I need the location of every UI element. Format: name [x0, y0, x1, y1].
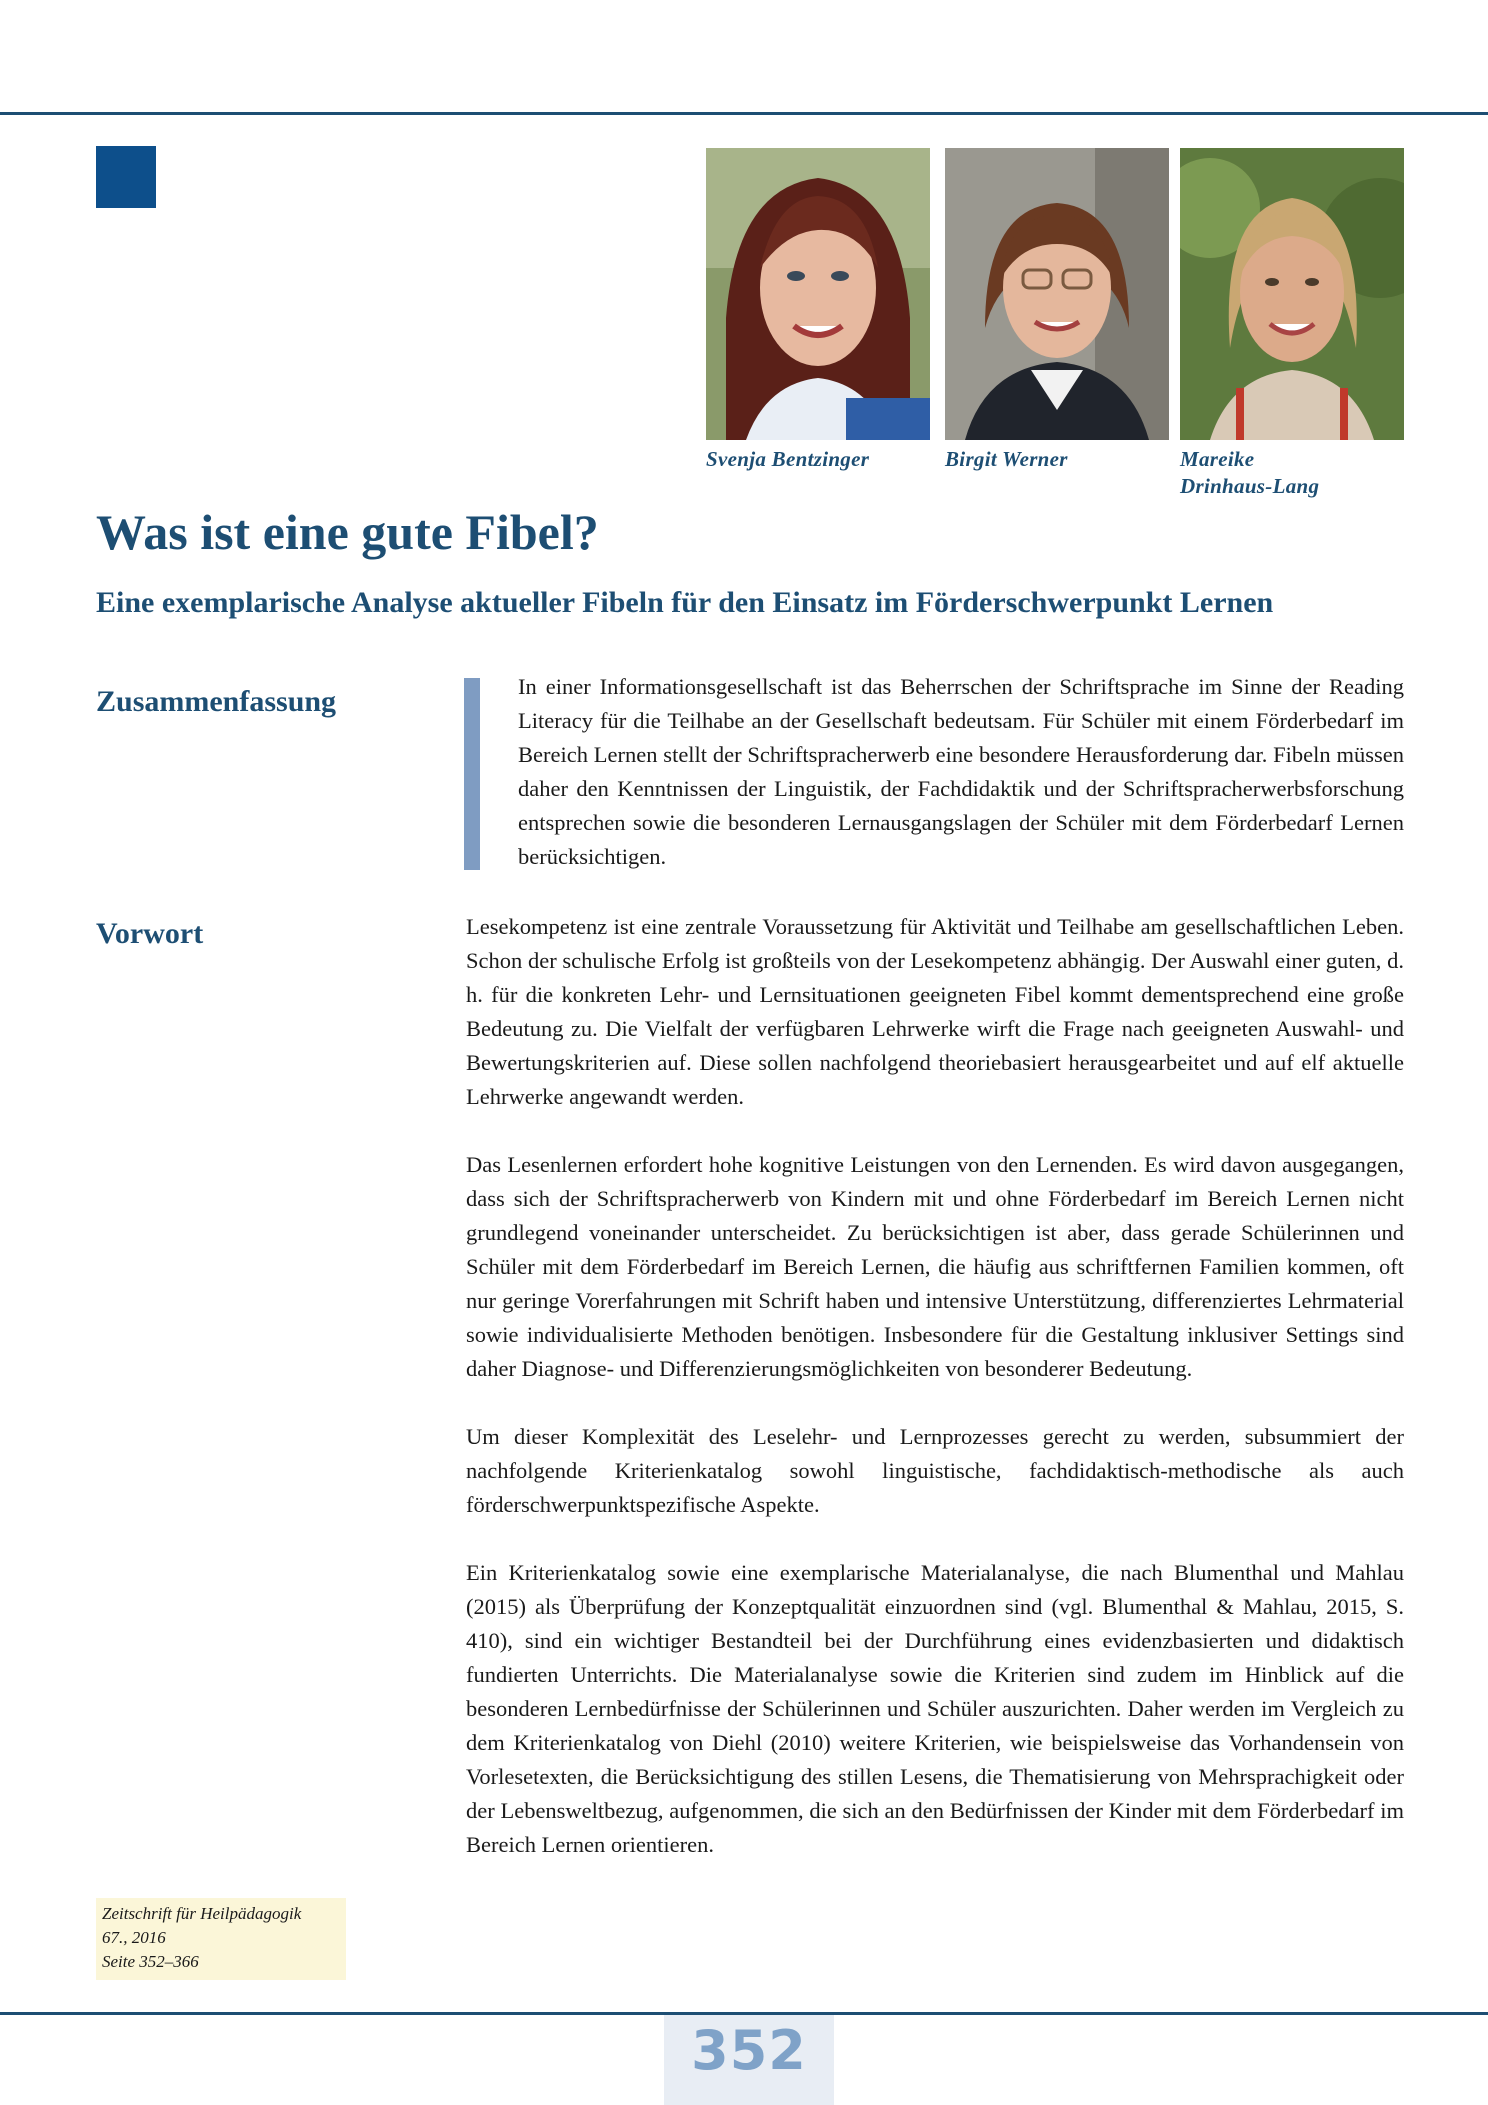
- article-title: Was ist eine gute Fibel?: [96, 504, 599, 560]
- page-number: 352: [691, 2019, 807, 2082]
- author-name-line: Mareike: [1180, 447, 1255, 471]
- abstract-accent-bar: [464, 678, 480, 870]
- abstract-text: In einer Informationsgesellschaft ist das Beherrschen der Schriftsprache im Sinne der Reading Literacy für die Teilhabe an der Gesellschaft bedeutsam. Für Schüler mit einem Förderbedarf im Bereich Lernen stellt der Schriftspracherwerb eine besondere Herausforderung dar. Fibeln müssen daher den Kenntnissen der Linguistik, der Fachdidaktik und der Schriftspracherwerbsforschung entsprechen sowie die besonderen Lernausgangslagen der Schüler mit dem Förderbedarf Lernen berücksichtigen.: [518, 674, 1404, 869]
- abstract-heading: Zusammenfassung: [96, 685, 337, 718]
- author-name-werner: Birgit Werner: [945, 447, 1068, 471]
- author-name-bentzinger: Svenja Bentzinger: [706, 447, 870, 471]
- article-subtitle: Eine exemplarische Analyse aktueller Fibeln für den Einsatz im Förderschwerpunkt Lernen: [96, 586, 1274, 619]
- foreword-body: [466, 910, 1404, 1896]
- top-rule: [0, 112, 1488, 115]
- author-photo-drinhaus-lang: [1180, 148, 1404, 440]
- body-paragraph: Das Lesenlernen erfordert hohe kognitive Leistungen von den Lernenden. Es wird davon ausgegangen, dass sich der Schriftspracherwerb von Kindern mit und ohne Förderbedarf im Bereich Lernen nicht grundlegend voneinander unterscheidet. Zu berücksichtigen ist aber, dass gerade Schülerinnen und Schüler mit dem Förderbedarf im Bereich Lernen, die häufig aus schriftfernen Familien kommen, oft nur geringe Vorerfahrungen mit Schrift haben und intensive Unterstützung, differenziertes Lehrmaterial sowie individualisierte Methoden benötigen. Insbesondere für die Gestaltung inklusiver Settings sind daher Diagnose- und Differenzierungsmöglichkeiten von besonderer Bedeutung.: [466, 1152, 1404, 1381]
- author-name-drinhaus-lang: [1180, 446, 1420, 500]
- author-photo-werner: [945, 148, 1169, 440]
- body-paragraph: Lesekompetenz ist eine zentrale Voraussetzung für Aktivität und Teilhabe am gesellschaftlichen Leben. Schon der schulische Erfolg ist großteils von der Lesekompetenz abhängig. Der Auswahl einer guten, d. h. für die konkreten Lehr- und Lernsituationen geeigneten Fibel kommt dementsprechend eine große Bedeutung zu. Die Vielfalt der verfügbaren Lehrwerke wirft die Frage nach geeigneten Auswahl- und Bewertungskriterien auf. Diese sollen nachfolgend theoriebasiert herausgearbeitet und auf elf aktuelle Lehrwerke angewandt werden.: [466, 914, 1404, 1109]
- foreword-heading: Vorwort: [96, 917, 204, 950]
- journal-citation-box: [96, 1898, 346, 1980]
- journal-pages: Seite 352–366: [102, 1952, 199, 1971]
- journal-name: Zeitschrift für Heilpädagogik: [102, 1904, 302, 1923]
- author-photo-bentzinger: [706, 148, 930, 440]
- body-paragraph: Ein Kriterienkatalog sowie eine exemplarische Materialanalyse, die nach Blumenthal und Mahlau (2015) als Überprüfung der Konzeptqualität einzuordnen sind (vgl. Blumenthal & Mahlau, 2015, S. 410), sind ein wichtiger Bestandteil bei der Durchführung eines evidenzbasierten und didaktisch fundierten Unterrichts. Die Materialanalyse sowie die Kriterien sind zudem im Hinblick auf die besonderen Lernbedürfnisse der Schülerinnen und Schüler auszurichten. Daher werden im Vergleich zu dem Kriterienkatalog von Diehl (2010) weitere Kriterien, wie beispielsweise das Vorhandensein von Vorlesetexten, die Berücksichtigung des stillen Lesens, die Thematisierung von Mehrsprachigkeit oder der Lebensweltbezug, aufgenommen, die sich an den Bedürfnissen der Kinder mit dem Förderbedarf im Bereich Lernen orientieren.: [466, 1560, 1404, 1857]
- author-name-line: Drinhaus-Lang: [1180, 474, 1320, 498]
- blue-square-marker: [96, 146, 156, 208]
- journal-volume: 67., 2016: [102, 1928, 166, 1947]
- body-paragraph: Um dieser Komplexität des Leselehr- und Lernprozesses gerecht zu werden, subsummiert der nachfolgende Kriterienkatalog sowohl linguistische, fachdidaktisch-methodische als auch förderschwerpunktspezifische Aspekte.: [466, 1424, 1404, 1517]
